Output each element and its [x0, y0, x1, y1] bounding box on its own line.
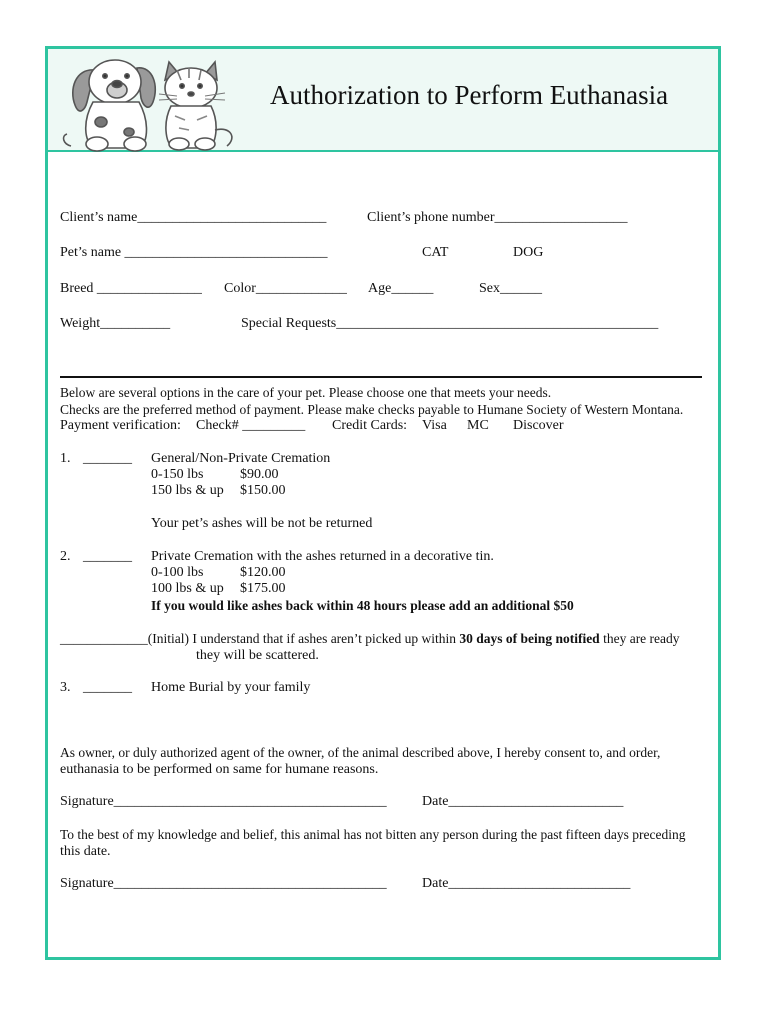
dog-and-cat-illustration-icon — [55, 50, 245, 152]
option1-title: General/Non-Private Cremation — [151, 451, 331, 466]
option2-weight-b: 100 lbs & up — [151, 581, 224, 596]
rush-fee-note: If you would like ashes back within 48 hours please add an additional $50 — [151, 598, 574, 613]
options-intro: Below are several options in the care of your pet. Please choose one that meets your needs. — [60, 385, 552, 400]
initial-bold-text: 30 days of being notified — [459, 631, 600, 646]
bite-signature-field[interactable]: Signature_______________________________________ — [60, 876, 387, 891]
payment-instructions: Checks are the preferred method of payment. Please make checks payable to Humane Society of Western Montana. — [60, 402, 684, 417]
option2-weight-a: 0-100 lbs — [151, 565, 204, 580]
consent-signature-field[interactable]: Signature_______________________________________ — [60, 794, 387, 809]
bite-date-field[interactable]: Date__________________________ — [422, 876, 631, 891]
bite-statement-line2: this date. — [60, 844, 111, 859]
mc-option[interactable]: MC — [467, 418, 489, 433]
initial-text-b: they are ready — [599, 631, 680, 646]
initial-blank[interactable]: _____________ — [60, 631, 148, 646]
check-number-field[interactable]: Check# _________ — [196, 418, 306, 433]
bite-statement: To the best of my knowledge and belief, this animal has not bitten any person during the past fifteen days preceding — [60, 827, 686, 842]
visa-option[interactable]: Visa — [422, 418, 447, 433]
option-number: 1. — [60, 451, 71, 466]
initial-statement-line2: they will be scattered. — [196, 648, 319, 663]
option3-title: Home Burial by your family — [151, 680, 311, 695]
color-field[interactable]: Color_____________ — [224, 281, 347, 296]
consent-text: As owner, or duly authorized agent of the owner, of the animal described above, I hereby consent to, and order, — [60, 745, 661, 760]
initial-text-a: (Initial) I understand that if ashes aren’t picked up within — [147, 631, 460, 646]
option-number: 2. — [60, 549, 71, 564]
option2-price-a: $120.00 — [240, 565, 286, 580]
form-border — [45, 46, 721, 960]
option2-price-b: $175.00 — [240, 581, 286, 596]
option2-title: Private Cremation with the ashes returned in a decorative tin. — [151, 549, 494, 564]
weight-field[interactable]: Weight__________ — [60, 316, 171, 331]
option2-select-blank[interactable]: _______ — [83, 549, 132, 564]
option-number: 3. — [60, 680, 71, 695]
consent-date-field[interactable]: Date_________________________ — [422, 794, 624, 809]
option3-select-blank[interactable]: _______ — [83, 680, 132, 695]
breed-field[interactable]: Breed _______________ — [60, 281, 202, 296]
option1-price-a: $90.00 — [240, 467, 279, 482]
credit-cards-label: Credit Cards: — [332, 418, 408, 433]
discover-option[interactable]: Discover — [513, 418, 564, 433]
pets-name-field[interactable]: Pet’s name _____________________________ — [60, 245, 328, 260]
option1-weight-b: 150 lbs & up — [151, 483, 224, 498]
option1-note: Your pet’s ashes will be not be returned — [151, 516, 373, 531]
option1-price-b: $150.00 — [240, 483, 286, 498]
clients-phone-field[interactable]: Client’s phone number___________________ — [367, 210, 628, 225]
age-field[interactable]: Age______ — [368, 281, 434, 296]
option1-select-blank[interactable]: _______ — [83, 451, 132, 466]
special-requests-field[interactable]: Special Requests______________________________________________ — [241, 316, 659, 331]
consent-text-line2: euthanasia to be performed on same for humane reasons. — [60, 762, 379, 777]
initial-statement — [60, 631, 680, 647]
clients-name-field[interactable]: Client’s name___________________________ — [60, 210, 327, 225]
sex-field[interactable]: Sex______ — [479, 281, 542, 296]
page-title: Authorization to Perform Euthanasia — [270, 80, 669, 110]
section-divider — [60, 376, 702, 378]
option1-weight-a: 0-150 lbs — [151, 467, 204, 482]
payment-verification-label: Payment verification: — [60, 418, 181, 433]
dog-option[interactable]: DOG — [513, 245, 544, 260]
cat-option[interactable]: CAT — [422, 245, 449, 260]
